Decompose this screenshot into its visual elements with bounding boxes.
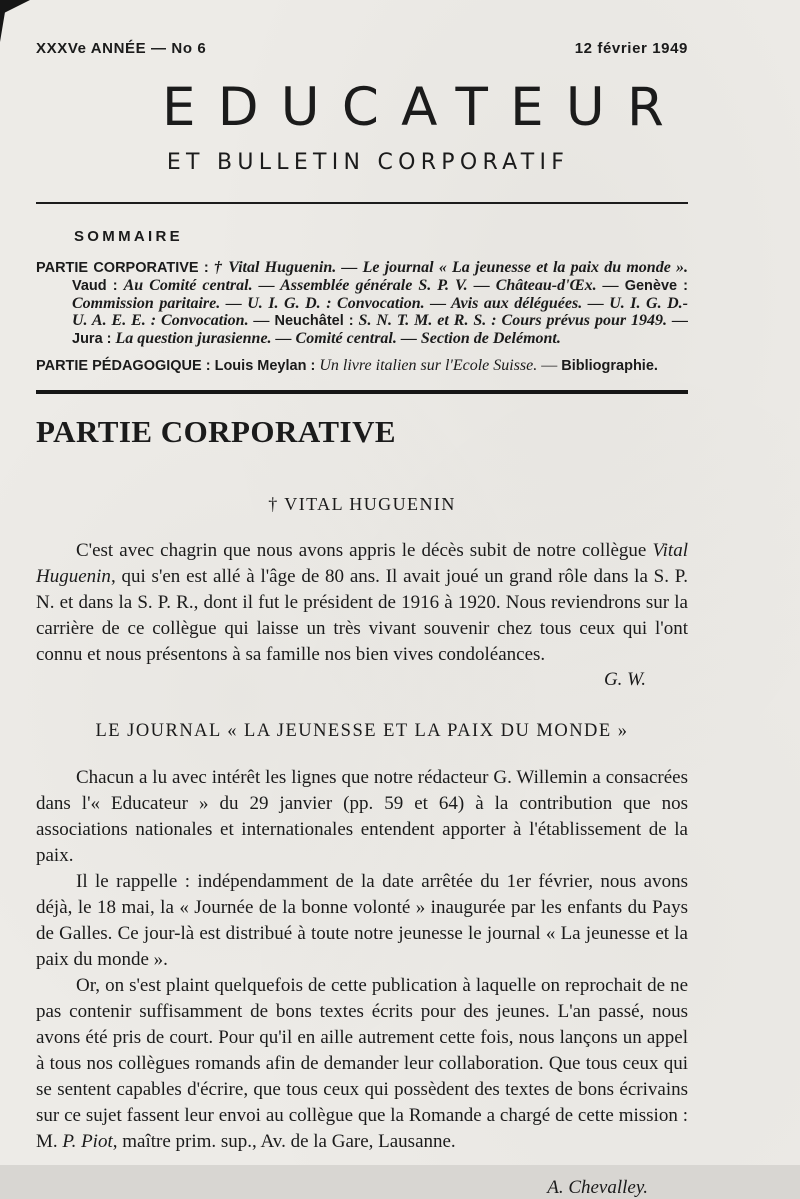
sommaire-pedagogique	[36, 357, 688, 375]
sommaire-line	[36, 312, 688, 330]
sommaire-line	[36, 259, 688, 277]
obituary-paragraph	[36, 538, 688, 668]
obituary-signature: G. W.	[603, 669, 646, 690]
text-segment: Chacun a lu avec intérêt les lignes que notre rédacteur G. Willemin a consacrées dans l'« Educateur » du 29 janvier (pp. 59 et 64) à la contribution que nos associations nationales et internationales entendent apporter à l'établissement de la paix.	[36, 767, 688, 866]
text-segment: Or, on s'est plaint quelquefois de cette publication à laquelle on reprochait de ne pas contenir suffisamment de bons textes écrits pour des jeunes. L'an passé, nous avons été pris de court. Pour qu'il en aille autrement cette fois, nous lançons un appel à tous nos collègues romands afin de demander leur collaboration. Que tous ceux qui se sentent capables d'écrire, que tous ceux qui possèdent des textes de bons écrivains sur ce sujet fassent leur envoi au collègue que la Romande a chargé de cette mission : M.	[36, 975, 688, 1152]
masthead-subtitle: ET BULLETIN CORPORATIF	[166, 150, 570, 175]
text-segment: PARTIE CORPORATIVE :	[36, 260, 214, 276]
masthead-rule	[36, 202, 688, 204]
text-segment: Vital Huguenin	[36, 540, 688, 587]
text-segment: —	[537, 357, 562, 374]
text-segment: , qui s'en est allé à l'âge de 80 ans. Il avait joué un grand rôle dans la S. P. N. et dans la S. P. R., dont il fut le président de 1916 à 1920. Nous reviendrons sur la carrière de ce collègue qui laisse un très vivant souvenir chez tous ceux qui l'ont connu et nous présentons à sa famille nos bien vives condoléances.	[36, 566, 688, 665]
page-content	[36, 40, 688, 1199]
sommaire-line	[36, 277, 688, 295]
journal-paragraph	[36, 973, 688, 1155]
section-title: PARTIE CORPORATIVE	[36, 414, 397, 449]
journal-heading: LE JOURNAL « LA JEUNESSE ET LA PAIX DU MONDE »	[95, 721, 629, 741]
text-segment: PARTIE PÉDAGOGIQUE :	[36, 358, 215, 374]
text-segment: Un livre italien sur l'Ecole Suisse.	[319, 357, 538, 374]
issue-number: XXXVe ANNÉE — No 6	[36, 40, 207, 57]
text-segment: Commission paritaire. — U. I. G. D. : Convocation. — Avis aux déléguées. — U. I. G. D.-	[72, 295, 688, 312]
text-segment: Au Comité central. — Assemblée générale S. P. V. — Château-d'Œx. —	[123, 277, 625, 294]
text-segment: Bibliographie.	[561, 358, 658, 374]
text-segment: Genève :	[624, 278, 689, 294]
text-segment: Il le rappelle : indépendamment de la date arrêtée du 1er février, nous avons déjà, le 18 mai, la « Journée de la bonne volonté » inaugurée par les enfants du Pays de Galles. Ce jour-là est distribué à toute notre jeunesse le journal « La jeunesse et la paix du monde ».	[36, 871, 688, 970]
journal-body	[36, 765, 688, 1155]
issue-date: 12 février 1949	[574, 40, 688, 57]
obituary-body	[36, 538, 688, 668]
section-divider-rule	[36, 390, 688, 394]
sommaire-corporative	[36, 259, 688, 348]
text-segment: La question jurasienne. — Comité central. — Section de Delémont.	[115, 330, 561, 347]
text-segment: U. A. E. E. : Convocation. —	[72, 312, 275, 329]
text-segment: , maître prim. sup., Av. de la Gare, Lausanne.	[112, 1131, 456, 1152]
text-segment: Louis Meylan :	[214, 358, 320, 374]
text-segment: Vaud :	[72, 278, 124, 294]
obituary-heading: † VITAL HUGUENIN	[268, 494, 456, 514]
scan-edge-mark	[0, 0, 7, 42]
masthead-title: EDUCATEUR	[161, 77, 687, 138]
text-segment: S. N. T. M. et R. S. : Cours prévus pour 1949. —	[358, 312, 688, 329]
header-meta	[36, 40, 688, 57]
text-segment: Neuchâtel :	[274, 313, 359, 329]
journal-paragraph	[36, 765, 688, 869]
text-segment: C'est avec chagrin que nous avons appris le décès subit de notre collègue	[76, 540, 653, 561]
sommaire-label: SOMMAIRE	[74, 228, 183, 245]
journal-signature: A. Chevalley.	[547, 1177, 648, 1198]
text-segment: Jura :	[72, 331, 116, 347]
text-segment: † Vital Huguenin. — Le journal « La jeunesse et la paix du monde ».	[213, 259, 688, 276]
text-segment: P. Piot	[62, 1131, 113, 1152]
sommaire-line	[36, 295, 688, 312]
sommaire-line	[36, 330, 688, 348]
journal-paragraph	[36, 869, 688, 973]
